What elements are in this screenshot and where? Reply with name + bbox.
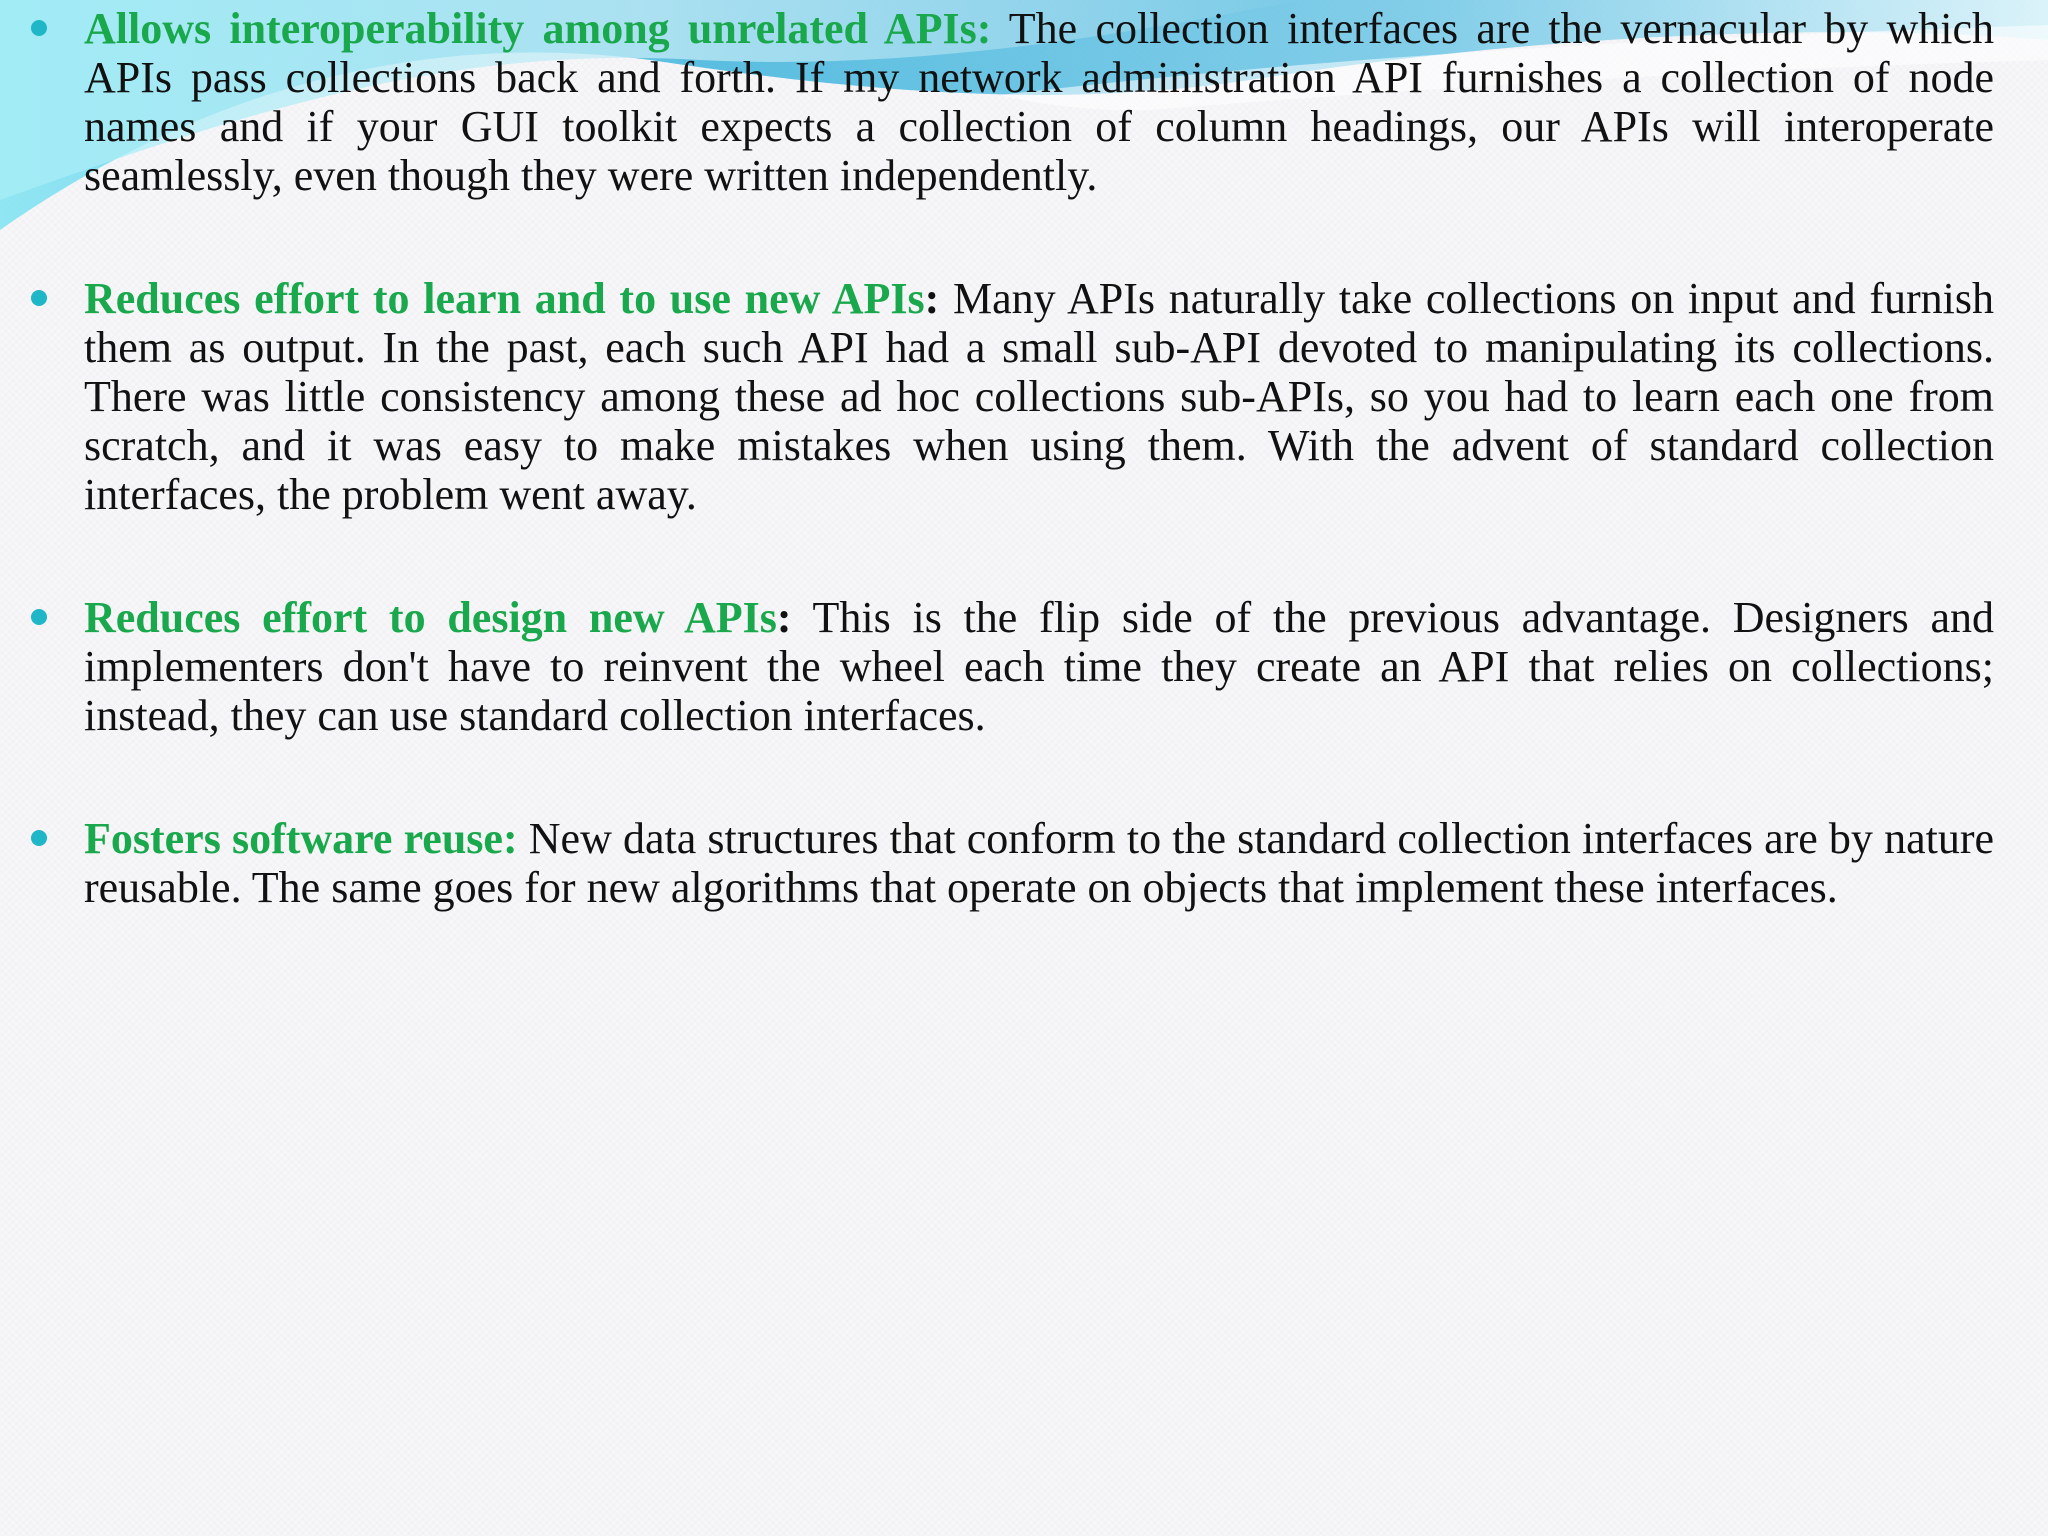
bullet-term: Allows interoperability among unrelated APIs: xyxy=(84,4,992,53)
bullet-text: The collection interfaces are the vernacular by which APIs pass collections back and forth. If my network administration API furnishes a collection of node names and if your GUI toolkit expects a collection of column headings, our APIs will interoperate seamlessly, even though they were written independently. xyxy=(84,4,1995,200)
bullet-term: Reduces effort to learn and to use new APIs xyxy=(84,274,925,323)
bullet-text: New data structures that conform to the standard collection interfaces are by nature reusable. The same goes for new algorithms that operate on objects that implement these interfaces. xyxy=(84,814,1995,912)
bullet-dot-icon xyxy=(31,20,47,36)
bullet-colon: : xyxy=(776,593,792,642)
bullet-software-reuse xyxy=(26,814,1994,912)
bullet-dot-icon xyxy=(31,609,47,625)
bullet-dot-icon xyxy=(31,830,47,846)
bullet-interoperability xyxy=(26,4,1994,200)
bullet-text: This is the flip side of the previous advantage. Designers and implementers don't have to reinvent the wheel each time they create an API that relies on collections; instead, they can use standard collection interfaces. xyxy=(84,593,1994,740)
bullet-dot-icon xyxy=(31,290,47,306)
bullet-colon: : xyxy=(924,274,940,323)
bullet-list xyxy=(26,4,1994,986)
bullet-term: Reduces effort to design new APIs xyxy=(84,593,777,642)
bullet-text: Many APIs naturally take collections on input and furnish them as output. In the past, each such API had a small sub-API devoted to manipulating its collections. There was little consistency among these ad hoc collections sub-APIs, so you had to learn each one from scratch, and it was easy to make mistakes when using them. With the advent of standard collection interfaces, the problem went away. xyxy=(84,274,1995,519)
bullet-learn-apis xyxy=(26,274,1994,519)
bullet-design-apis xyxy=(26,593,1994,740)
bullet-term: Fosters software reuse: xyxy=(84,814,518,863)
